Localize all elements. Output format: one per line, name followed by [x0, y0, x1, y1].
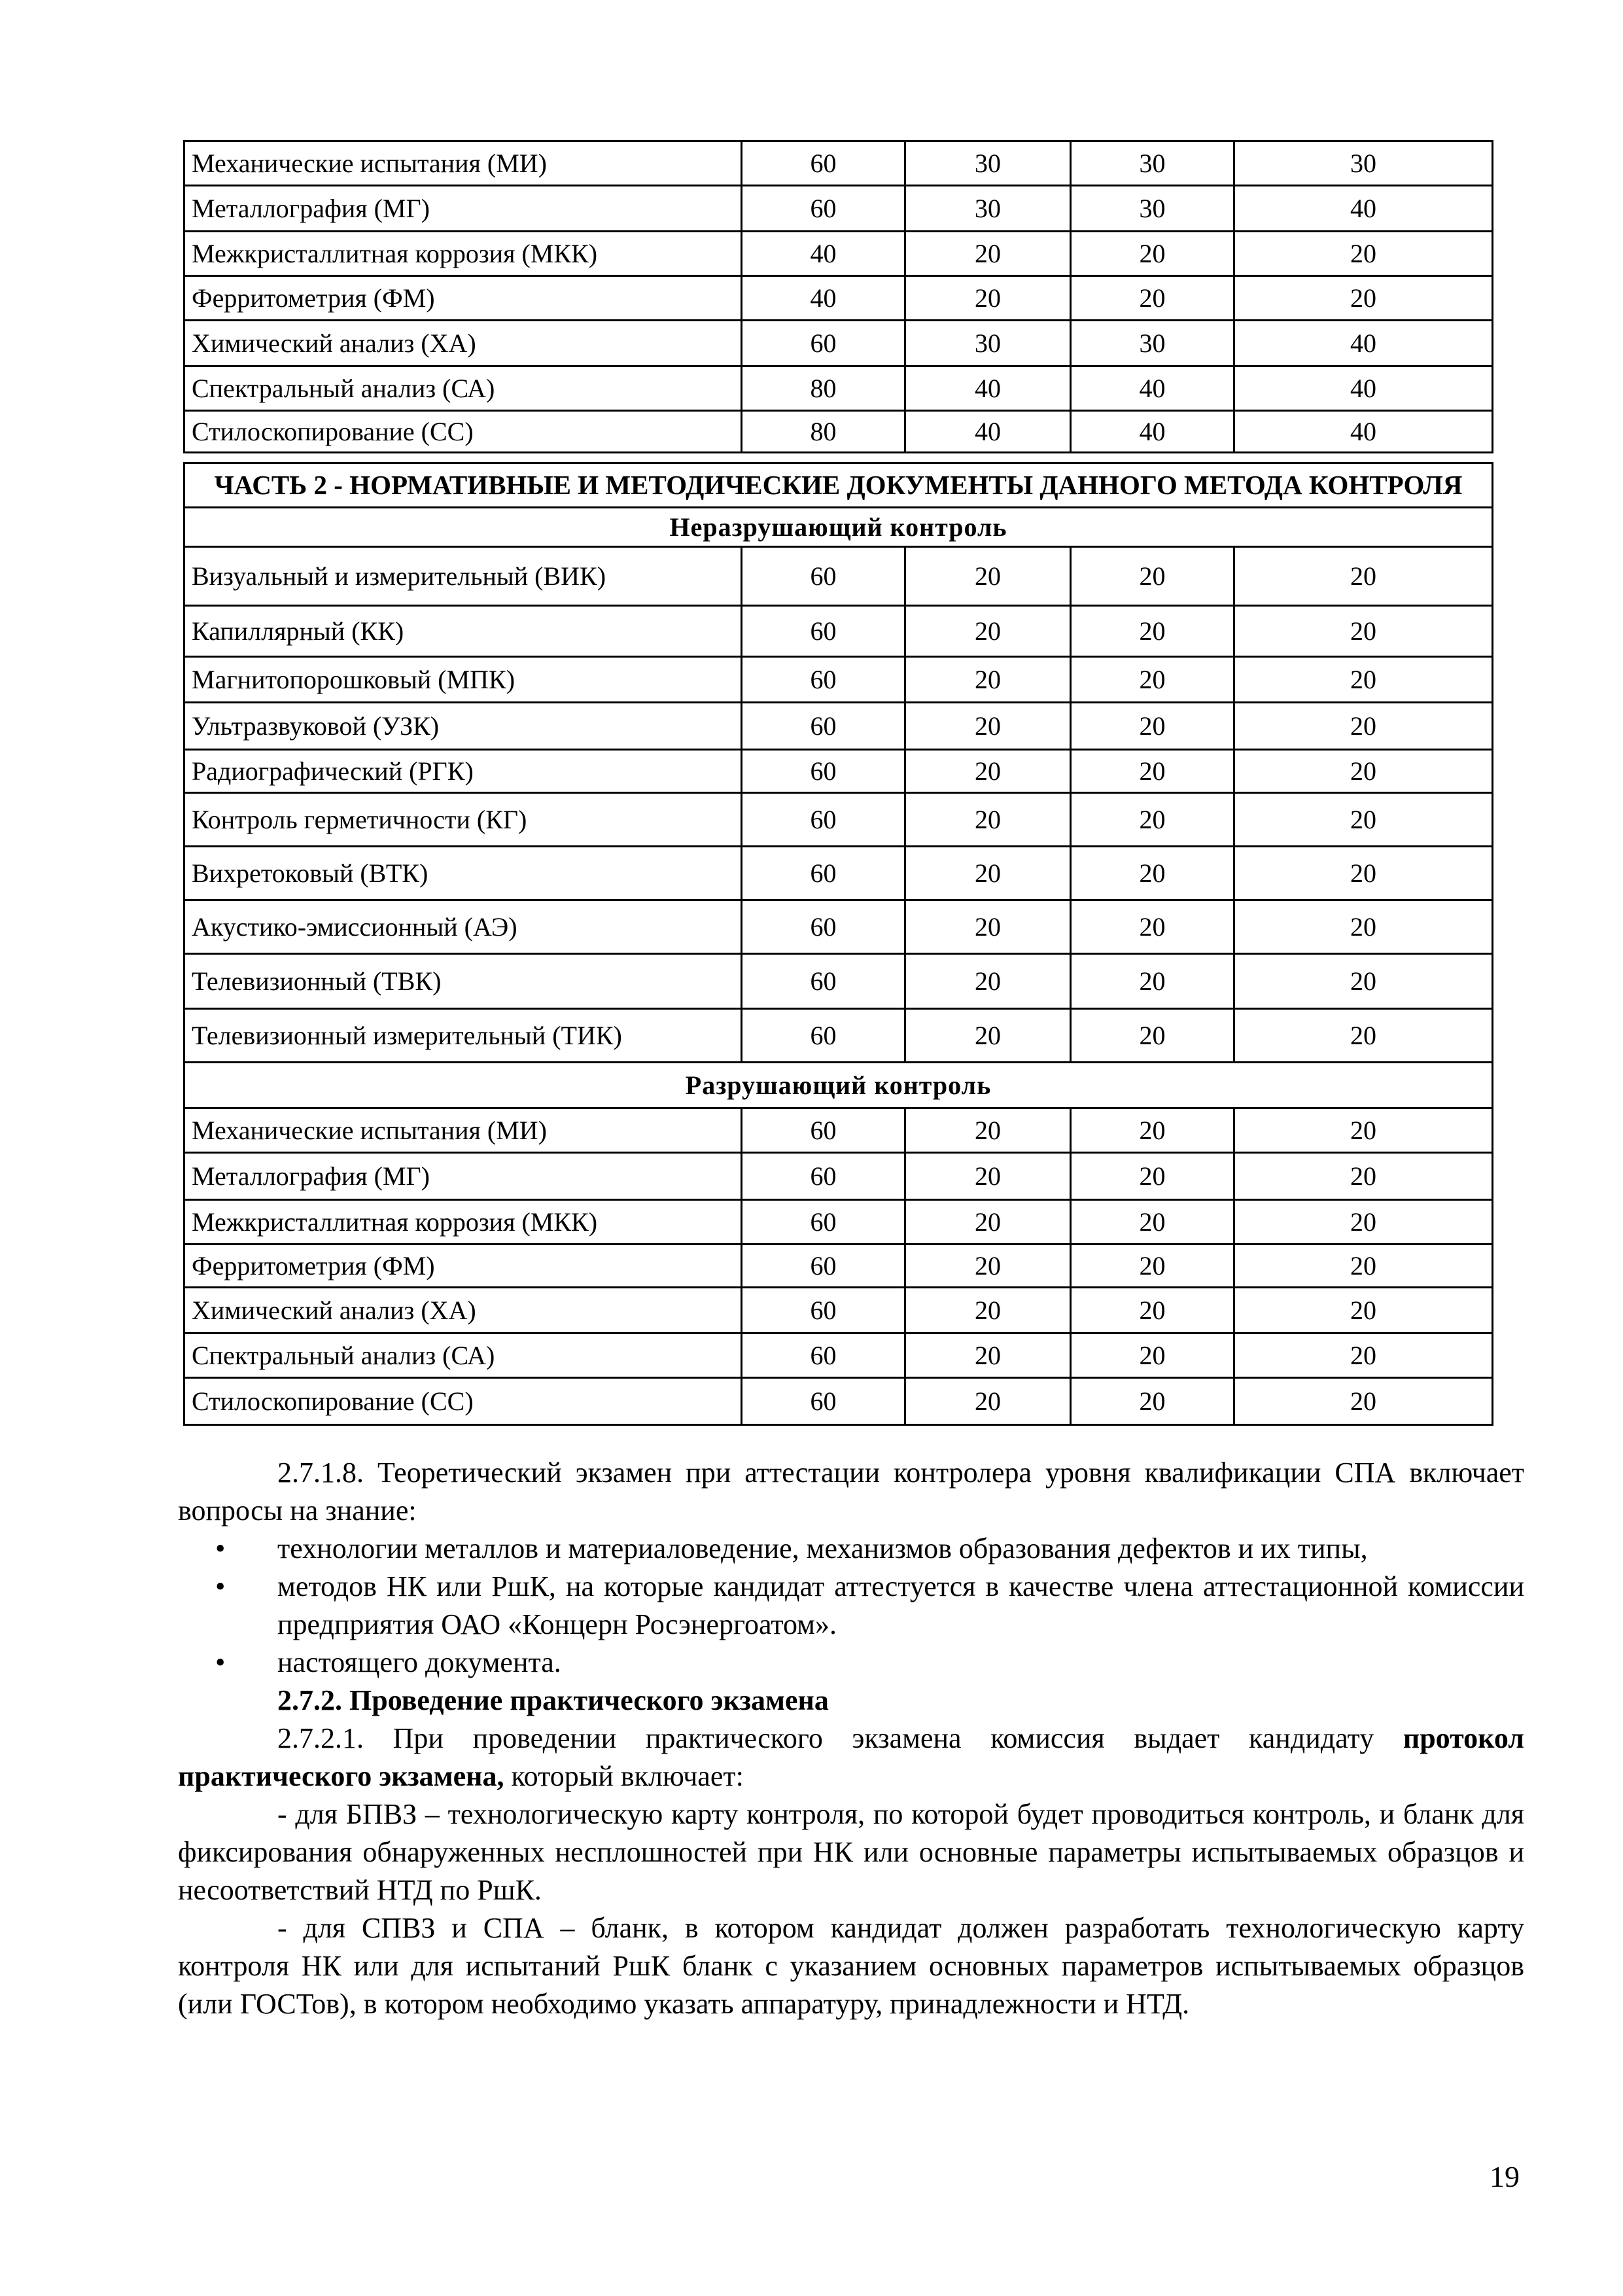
value-cell: 60	[742, 606, 905, 657]
value-cell: 60	[742, 547, 905, 606]
value-cell: 40	[905, 411, 1071, 453]
part2-title: ЧАСТЬ 2 - НОРМАТИВНЫЕ И МЕТОДИЧЕСКИЕ ДОКУМЕНТЫ ДАННОГО МЕТОДА КОНТРОЛЯ	[184, 463, 1493, 508]
table-row	[184, 1378, 1493, 1425]
method-name-cell: Ультразвуковой (УЗК)	[184, 703, 742, 750]
table-row	[184, 703, 1493, 750]
value-cell: 60	[742, 657, 905, 703]
table-row	[184, 847, 1493, 900]
method-name-cell: Акустико-эмиссионный (АЭ)	[184, 900, 742, 954]
method-name-cell: Межкристаллитная коррозия (МКК)	[184, 1200, 742, 1245]
value-cell: 60	[742, 1378, 905, 1425]
table-row	[184, 750, 1493, 793]
value-cell: 20	[1234, 232, 1493, 276]
value-cell: 30	[1071, 321, 1234, 366]
value-cell: 20	[1071, 750, 1234, 793]
section-row-dt	[184, 1063, 1493, 1108]
value-cell: 20	[1234, 1378, 1493, 1425]
value-cell: 20	[1071, 1333, 1234, 1378]
method-name-cell: Спектральный анализ (СА)	[184, 1333, 742, 1378]
method-name-cell: Стилоскопирование (СС)	[184, 411, 742, 453]
value-cell: 60	[742, 1009, 905, 1063]
value-cell: 60	[742, 954, 905, 1009]
value-cell: 20	[905, 1288, 1071, 1333]
value-cell: 60	[742, 186, 905, 232]
method-name-cell: Капиллярный (КК)	[184, 606, 742, 657]
method-name-cell: Химический анализ (ХА)	[184, 321, 742, 366]
value-cell: 20	[905, 657, 1071, 703]
section-ndt-title: Неразрушающий контроль	[184, 508, 1493, 547]
method-name-cell: Стилоскопирование (СС)	[184, 1378, 742, 1425]
table-row	[184, 1108, 1493, 1153]
exam-table-part1	[183, 140, 1493, 453]
value-cell: 60	[742, 1288, 905, 1333]
value-cell: 20	[905, 606, 1071, 657]
value-cell: 20	[1234, 847, 1493, 900]
value-cell: 60	[742, 1153, 905, 1200]
value-cell: 20	[1071, 1288, 1234, 1333]
value-cell: 40	[742, 232, 905, 276]
table-row	[184, 793, 1493, 847]
value-cell: 20	[905, 793, 1071, 847]
value-cell: 60	[742, 703, 905, 750]
value-cell: 20	[1234, 657, 1493, 703]
value-cell: 20	[1234, 1245, 1493, 1288]
value-cell: 20	[905, 1009, 1071, 1063]
table-row	[184, 547, 1493, 606]
section-heading-2-7-2: 2.7.2. Проведение практического экзамена	[277, 1684, 829, 1716]
section-dt-title: Разрушающий контроль	[184, 1063, 1493, 1108]
paragraph-2-7-1-8: 2.7.1.8. Теоретический экзамен при аттестации контролера уровня квалификации СПА включает вопросы на знание:	[178, 1457, 1524, 1527]
value-cell: 60	[742, 1200, 905, 1245]
value-cell: 20	[1234, 1009, 1493, 1063]
value-cell: 20	[905, 703, 1071, 750]
value-cell: 30	[905, 141, 1071, 186]
method-name-cell: Спектральный анализ (СА)	[184, 366, 742, 411]
method-name-cell: Телевизионный измерительный (ТИК)	[184, 1009, 742, 1063]
value-cell: 30	[905, 321, 1071, 366]
value-cell: 20	[905, 1108, 1071, 1153]
value-cell: 80	[742, 411, 905, 453]
method-name-cell: Телевизионный (ТВК)	[184, 954, 742, 1009]
table-row	[184, 186, 1493, 232]
method-name-cell: Ферритометрия (ФМ)	[184, 1245, 742, 1288]
knowledge-list	[178, 1530, 1524, 1682]
value-cell: 20	[1071, 900, 1234, 954]
value-cell: 20	[1071, 954, 1234, 1009]
table-row	[184, 1288, 1493, 1333]
paragraph-spvz-spa: - для СПВЗ и СПА – бланк, в котором кандидат должен разработать технологическую карту контроля НК или для испытаний РшК бланк с указанием основных параметров испытываемых образцов (или ГОСТов), в котором необходимо указать аппаратуру, принадлежности и НТД.	[178, 1912, 1524, 2020]
list-item: • технологии металлов и материаловедение, механизмов образования дефектов и их типы,	[277, 1530, 1524, 1568]
value-cell: 60	[742, 900, 905, 954]
value-cell: 40	[1071, 411, 1234, 453]
table-row	[184, 232, 1493, 276]
table-row	[184, 657, 1493, 703]
method-name-cell: Химический анализ (ХА)	[184, 1288, 742, 1333]
table-row	[184, 366, 1493, 411]
value-cell: 20	[905, 847, 1071, 900]
value-cell: 40	[1234, 411, 1493, 453]
value-cell: 40	[1234, 321, 1493, 366]
value-cell: 40	[1071, 366, 1234, 411]
value-cell: 20	[1071, 232, 1234, 276]
value-cell: 20	[1071, 276, 1234, 321]
value-cell: 20	[905, 547, 1071, 606]
value-cell: 60	[742, 793, 905, 847]
value-cell: 20	[1234, 750, 1493, 793]
value-cell: 20	[905, 954, 1071, 1009]
table-row	[184, 1333, 1493, 1378]
section-row-ndt	[184, 508, 1493, 547]
method-name-cell: Механические испытания (МИ)	[184, 141, 742, 186]
body-text	[178, 1454, 1524, 2023]
table-row	[184, 606, 1493, 657]
value-cell: 20	[1234, 954, 1493, 1009]
value-cell: 20	[1071, 793, 1234, 847]
paragraph-bpvz: - для БПВЗ – технологическую карту контроля, по которой будет проводиться контроль, и бланк для фиксирования обнаруженных несплошностей при НК или основные параметры испытываемых образцов и несоответствий НТД по РшК.	[178, 1798, 1524, 1906]
part2-title-row	[184, 463, 1493, 508]
page-number: 19	[1490, 2160, 1520, 2193]
value-cell: 20	[905, 1200, 1071, 1245]
value-cell: 40	[1234, 186, 1493, 232]
value-cell: 60	[742, 750, 905, 793]
method-name-cell: Ферритометрия (ФМ)	[184, 276, 742, 321]
value-cell: 30	[1071, 141, 1234, 186]
list-item: • методов НК или РшК, на которые кандидат аттестуется в качестве члена аттестационной комиссии предприятия ОАО «Концерн Росэнергоатом».	[277, 1568, 1524, 1644]
method-name-cell: Механические испытания (МИ)	[184, 1108, 742, 1153]
value-cell: 20	[1234, 793, 1493, 847]
value-cell: 30	[1234, 141, 1493, 186]
value-cell: 20	[1234, 1288, 1493, 1333]
method-name-cell: Визуальный и измерительный (ВИК)	[184, 547, 742, 606]
table-row	[184, 900, 1493, 954]
value-cell: 60	[742, 1108, 905, 1153]
value-cell: 20	[1234, 1153, 1493, 1200]
table-row	[184, 954, 1493, 1009]
exam-table-part2	[183, 462, 1493, 1426]
value-cell: 20	[1234, 547, 1493, 606]
value-cell: 20	[1234, 1200, 1493, 1245]
list-item: • настоящего документа.	[277, 1644, 1524, 1682]
value-cell: 20	[905, 750, 1071, 793]
value-cell: 20	[905, 232, 1071, 276]
value-cell: 30	[905, 186, 1071, 232]
method-name-cell: Металлография (МГ)	[184, 1153, 742, 1200]
method-name-cell: Контроль герметичности (КГ)	[184, 793, 742, 847]
value-cell: 20	[1071, 606, 1234, 657]
value-cell: 20	[1234, 1333, 1493, 1378]
value-cell: 20	[905, 1333, 1071, 1378]
value-cell: 20	[905, 1245, 1071, 1288]
value-cell: 20	[1071, 1378, 1234, 1425]
value-cell: 20	[1234, 900, 1493, 954]
value-cell: 20	[1071, 1245, 1234, 1288]
value-cell: 40	[742, 276, 905, 321]
value-cell: 20	[1071, 1108, 1234, 1153]
paragraph-2-7-2-1: 2.7.2.1. При проведении практического экзамена комиссия выдает кандидату протокол практического экзамена, который включает:	[178, 1722, 1524, 1792]
value-cell: 60	[742, 1245, 905, 1288]
method-name-cell: Магнитопорошковый (МПК)	[184, 657, 742, 703]
value-cell: 80	[742, 366, 905, 411]
method-name-cell: Вихретоковый (ВТК)	[184, 847, 742, 900]
value-cell: 30	[1071, 186, 1234, 232]
value-cell: 20	[1234, 276, 1493, 321]
value-cell: 20	[1234, 1108, 1493, 1153]
value-cell: 40	[905, 366, 1071, 411]
method-name-cell: Межкристаллитная коррозия (МКК)	[184, 232, 742, 276]
value-cell: 20	[905, 1378, 1071, 1425]
value-cell: 60	[742, 847, 905, 900]
value-cell: 20	[905, 900, 1071, 954]
method-name-cell: Радиографический (РГК)	[184, 750, 742, 793]
value-cell: 60	[742, 141, 905, 186]
value-cell: 20	[1071, 1200, 1234, 1245]
value-cell: 60	[742, 321, 905, 366]
value-cell: 20	[1071, 1153, 1234, 1200]
table-row	[184, 141, 1493, 186]
value-cell: 20	[1071, 847, 1234, 900]
table-row	[184, 1245, 1493, 1288]
value-cell: 20	[1071, 547, 1234, 606]
value-cell: 60	[742, 1333, 905, 1378]
table-row	[184, 1200, 1493, 1245]
value-cell: 20	[1071, 657, 1234, 703]
value-cell: 20	[1071, 1009, 1234, 1063]
table-row	[184, 411, 1493, 453]
value-cell: 40	[1234, 366, 1493, 411]
method-name-cell: Металлография (МГ)	[184, 186, 742, 232]
value-cell: 20	[905, 276, 1071, 321]
table-row	[184, 1153, 1493, 1200]
table-row	[184, 276, 1493, 321]
value-cell: 20	[1234, 703, 1493, 750]
value-cell: 20	[1234, 606, 1493, 657]
table-row	[184, 1009, 1493, 1063]
value-cell: 20	[1071, 703, 1234, 750]
table-row	[184, 321, 1493, 366]
value-cell: 20	[905, 1153, 1071, 1200]
